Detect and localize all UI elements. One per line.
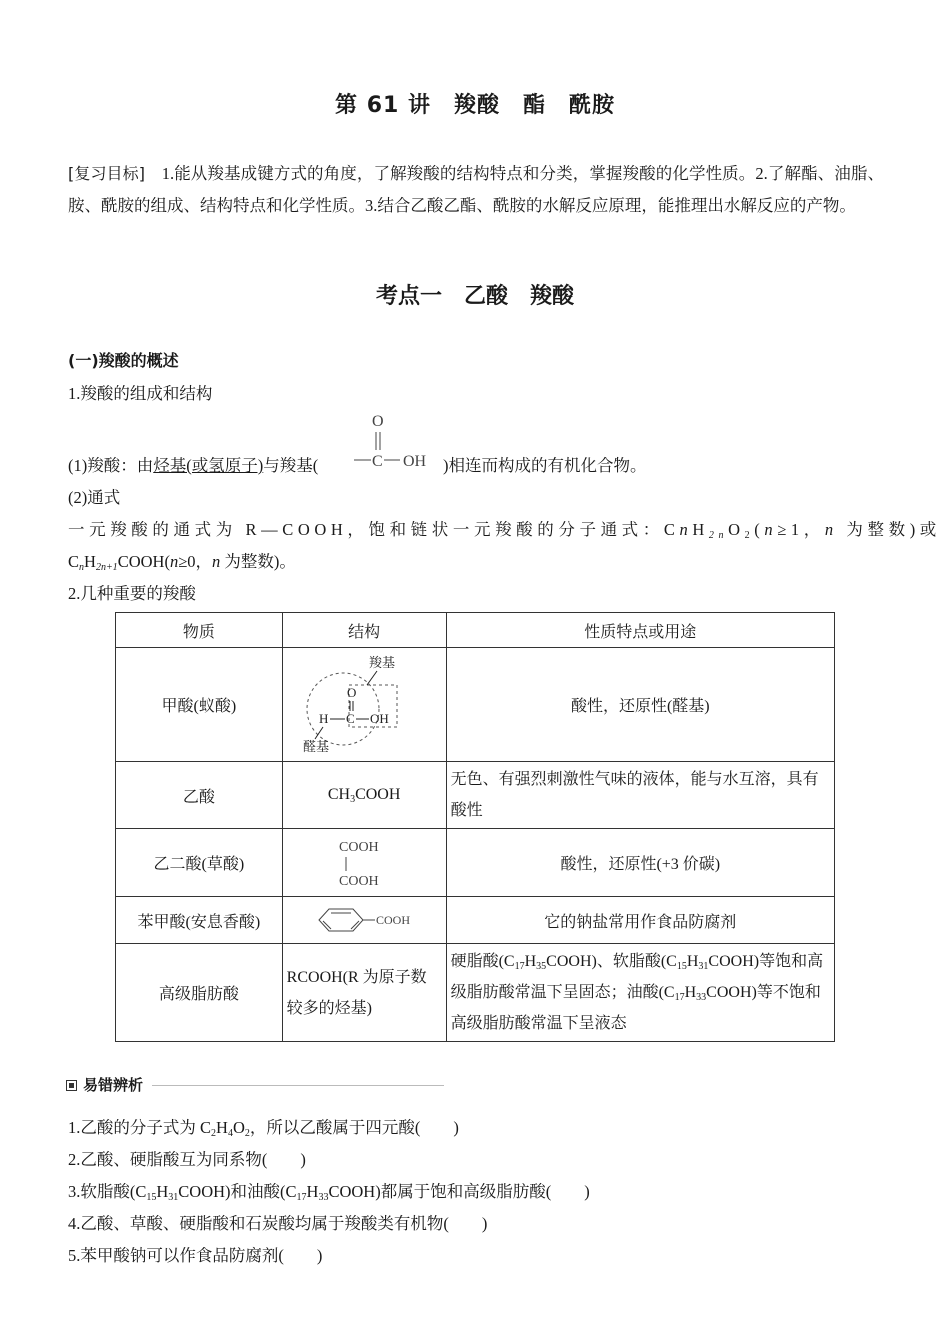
def-underlined-term: 烃基(或氢原子) — [153, 456, 264, 475]
formula-sub-2n — [709, 530, 728, 541]
def-prefix: (1)羧酸：由 — [68, 456, 154, 475]
acetic-cooh: COOH — [355, 786, 401, 803]
important-acids-heading: 2.几种重要的羧酸 — [68, 584, 196, 603]
acetic-ch: CH — [327, 786, 351, 803]
fatty-sub: 17 — [514, 961, 525, 972]
oxalic-acid-structure — [329, 835, 399, 891]
formula2-cond: ≥0， — [178, 552, 212, 571]
properties-fatty-acid — [446, 944, 834, 1042]
structure-benzoic-acid — [282, 897, 446, 944]
square-bullet-icon — [66, 1080, 77, 1091]
review-goals-text: 1.能从羧基成键方式的角度，了解羧酸的结构特点和分类，掌握羧酸的化学性质。2.了解酯、油脂、胺、酰胺的组成、结构特点和化学性质。3.结合乙酸乙酯、酰胺的水解反应原理，能推理出水解反应的产物。 — [68, 164, 884, 215]
col-header-substance: 物质 — [116, 613, 283, 648]
quiz3-h2: H — [306, 1182, 319, 1201]
carboxyl-structure-diagram — [352, 410, 442, 476]
formula2-integer: 为整数)。 — [220, 552, 296, 571]
substance-fatty-acid: 高级脂肪酸 — [116, 944, 283, 1042]
formula2-c: C — [68, 552, 80, 571]
quiz3-h: H — [156, 1182, 169, 1201]
review-goals — [68, 158, 884, 222]
col-header-properties: 性质特点或用途 — [446, 613, 834, 648]
formula-o: O — [728, 520, 745, 539]
formula-text-a: 一元羧酸的通式为 R—COOH，饱和链状一元羧酸的分子通式：C — [68, 520, 680, 539]
fatty-sub: 17 — [674, 992, 685, 1003]
properties-formic-acid: 酸性，还原性(醛基) — [446, 648, 834, 762]
quiz3-c: COOH)和油酸(C — [178, 1182, 297, 1201]
quiz3-sub: 31 — [168, 1192, 179, 1203]
quiz3-a: 3.软脂酸(C — [68, 1182, 147, 1201]
carboxyl-label: 羧基 — [369, 655, 396, 671]
fatty-sub: 15 — [676, 961, 687, 972]
carboxylic-acid-definition — [68, 452, 318, 476]
def-mid: 与羧基( — [263, 456, 319, 475]
table-row — [116, 897, 835, 944]
properties-oxalic-acid: 酸性，还原性(+3 价碳) — [446, 829, 834, 897]
table-row — [116, 762, 835, 829]
table-row — [116, 829, 835, 897]
substance-oxalic-acid: 乙二酸(草酸) — [116, 829, 283, 897]
quiz3-sub: 15 — [146, 1192, 157, 1203]
mistakes-heading-text: 易错辨析 — [83, 1076, 144, 1094]
quiz1-sub: 4 — [227, 1128, 233, 1139]
quiz3-sub: 33 — [318, 1192, 329, 1203]
formula2-n3: n — [212, 552, 221, 571]
quiz3-rest: COOH)都属于饱和高级脂肪酸( ) — [328, 1182, 590, 1201]
properties-acetic-acid: 无色、有强烈刺激性气味的液体，能与水互溶，具有酸性 — [446, 762, 834, 829]
col-header-structure: 结构 — [282, 613, 446, 648]
fatty-h: H — [684, 984, 697, 1001]
aldehyde-label: 醛基 — [303, 739, 330, 755]
structure-oxalic-acid — [282, 829, 446, 897]
quiz-item-1 — [68, 1114, 459, 1138]
fatty-sub: 33 — [696, 992, 707, 1003]
quiz3-sub: 17 — [296, 1192, 307, 1203]
carboxyl-oh-label: OH — [403, 453, 427, 470]
oxalic-top: COOH — [339, 839, 379, 855]
formula-paren: ( — [754, 520, 765, 539]
fatty-h: H — [686, 953, 699, 970]
structure-acetic-acid — [282, 762, 446, 829]
formula2-sub: 2n+1 — [95, 562, 118, 573]
quiz1-a: 1.乙酸的分子式为 C — [68, 1118, 212, 1137]
fatty-a: 硬脂酸(C — [450, 953, 515, 970]
fatty-sub: 31 — [698, 961, 709, 972]
carboxyl-arrow — [367, 671, 377, 685]
section-title: 考点一 乙酸 羧酸 — [375, 284, 574, 309]
quiz1-sub: 2 — [244, 1128, 250, 1139]
fatty-text: COOH)、软脂酸(C — [546, 953, 677, 970]
formula-sub-2: 2 — [744, 530, 755, 541]
substance-benzoic-acid: 苯甲酸(安息香酸) — [116, 897, 283, 944]
section-divider — [152, 1085, 444, 1086]
quiz1-sub: 2 — [211, 1128, 217, 1139]
fatty-text: COOH)等饱和高级脂肪酸常温下呈固态；油酸(C — [450, 953, 824, 1001]
general-formula-line-1 — [68, 516, 941, 540]
quiz-item-5: 5.苯甲酸钠可以作食品防腐剂( ) — [68, 1246, 323, 1265]
benzene-ring — [319, 909, 363, 931]
substance-acetic-acid: 乙酸 — [116, 762, 283, 829]
acetic-sub-3: 3 — [350, 794, 356, 805]
quiz1-o: O — [232, 1118, 245, 1137]
formula-n2: n — [764, 520, 778, 539]
carboxylic-acids-table — [115, 612, 835, 1042]
formula2-cooh: COOH( — [117, 552, 170, 571]
formic-oh-label: OH — [370, 710, 389, 726]
oxalic-bottom: COOH — [339, 873, 379, 889]
quiz1-rest: ，所以乙酸属于四元酸( ) — [249, 1118, 459, 1137]
formula-n: n — [679, 520, 693, 539]
structure-fatty-acid: RCOOH(R 为原子数较多的烃基) — [282, 944, 446, 1042]
formula-h: H — [692, 520, 709, 539]
fatty-h: H — [524, 953, 537, 970]
overview-heading: (一)羧酸的概述 — [68, 351, 179, 370]
formula2-n2: n — [169, 552, 179, 571]
def-suffix: )相连而构成的有机化合物。 — [443, 456, 647, 475]
formula2-n: n — [79, 562, 85, 573]
fatty-sub: 35 — [536, 961, 547, 972]
general-formula-heading: (2)通式 — [68, 488, 121, 507]
lecture-title: 第 61 讲 羧酸 酯 酰胺 — [335, 93, 615, 118]
formic-c-label: C — [346, 710, 355, 726]
properties-benzoic-acid: 它的钠盐常用作食品防腐剂 — [446, 897, 834, 944]
benzoic-cooh: COOH — [376, 913, 411, 927]
carboxyl-c-label: C — [372, 453, 383, 470]
formula2-h: H — [84, 552, 96, 571]
formic-acid-structure — [299, 653, 429, 757]
quiz-item-2: 2.乙酸、硬脂酸互为同系物( ) — [68, 1150, 306, 1169]
general-formula-line-2 — [68, 548, 296, 572]
formula-cond: ≥1， — [777, 520, 825, 539]
table-header-row — [116, 613, 835, 648]
formula-n3: n — [824, 520, 838, 539]
composition-heading: 1.羧酸的组成和结构 — [68, 384, 213, 403]
formic-o-label: O — [347, 684, 357, 700]
formic-h-label: H — [319, 710, 329, 726]
substance-formic-acid: 甲酸(蚁酸) — [116, 648, 283, 762]
benzoic-acid-structure — [309, 905, 419, 935]
review-goals-tag: [复习目标] — [68, 164, 146, 183]
formula-integer: 为整数)或 — [837, 520, 941, 539]
formula-2n: 2n — [708, 530, 729, 541]
fatty-text: COOH)等不饱和高级脂肪酸常温下呈液态 — [450, 984, 821, 1032]
structure-formic-acid — [282, 648, 446, 762]
quiz-item-3 — [68, 1178, 590, 1202]
quiz-item-4: 4.乙酸、草酸、硬脂酸和石炭酸均属于羧酸类有机物( ) — [68, 1214, 488, 1233]
quiz1-h: H — [216, 1118, 228, 1137]
table-row — [116, 648, 835, 762]
carboxyl-o-label: O — [372, 413, 384, 430]
table-row — [116, 944, 835, 1042]
